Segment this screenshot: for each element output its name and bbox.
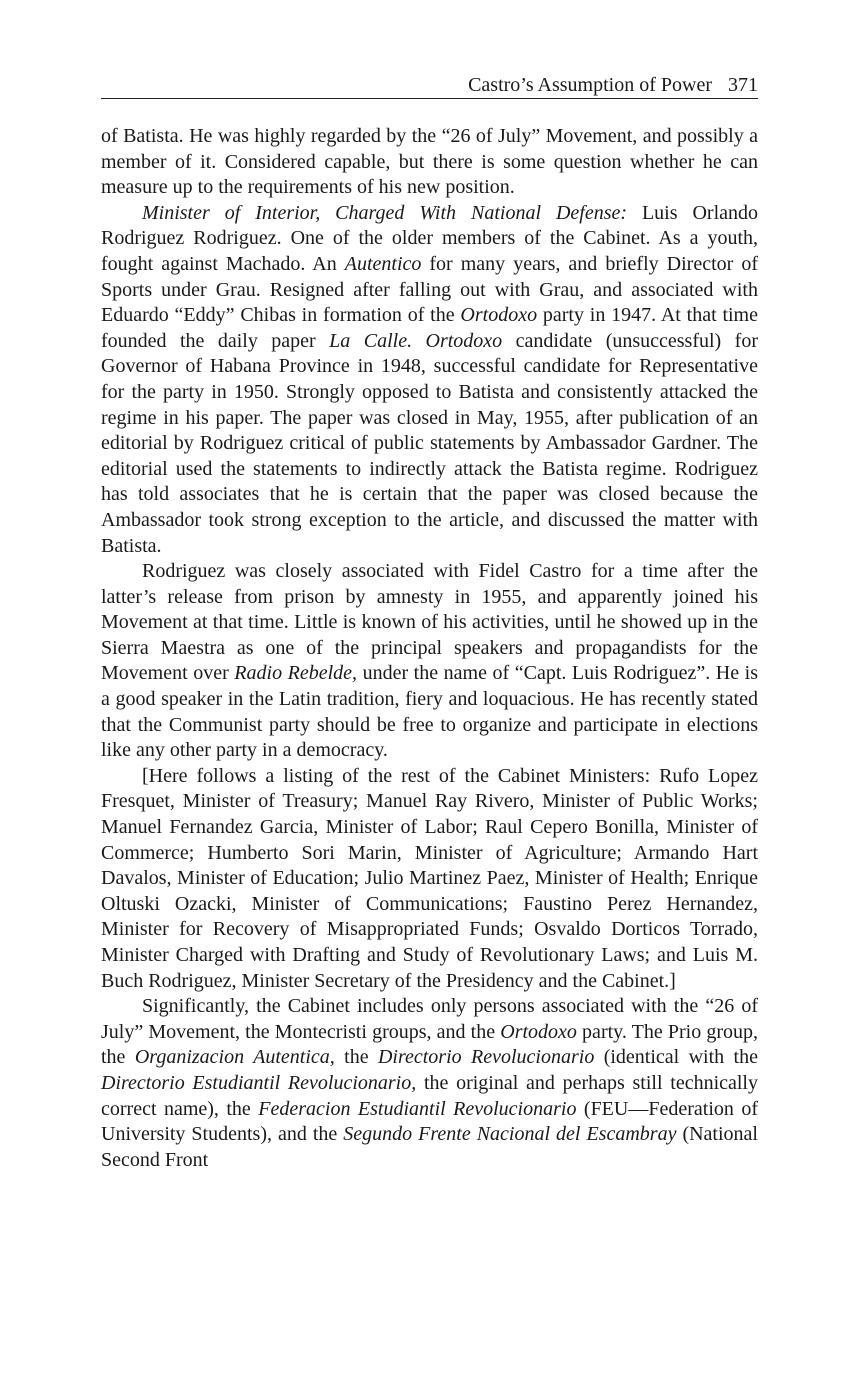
paragraph-text: for many years, and briefly Director of Sports under Grau. Resigned after falling out with Grau, and associated with Eduardo “Eddy” Chibas in formation of the <box>101 252 758 327</box>
paragraph-text: (National Second Front <box>101 1123 758 1171</box>
paragraph-text: party in 1947. At that time founded the daily paper <box>101 304 758 352</box>
italic-term: Directorio Estudiantil Revolucionario, <box>101 1071 417 1094</box>
paragraph-text: Luis Orlando Rodriguez Rodriguez. One of the older members of the Cabinet. As a youth, fought against Machado. An <box>101 201 758 275</box>
italic-term: Ortodoxo <box>500 1020 577 1043</box>
body-text <box>101 124 758 1173</box>
italic-term: Segundo Frente Nacional del Escambray <box>343 1123 677 1146</box>
paragraph-text: (FEU—Federation of University Students), and the <box>101 1097 758 1146</box>
paragraph-2 <box>101 201 758 559</box>
paragraph-text: the original and perhaps still technically correct name), the <box>101 1071 758 1120</box>
paragraph-text: Significantly, the Cabinet includes only persons associated with the “26 of July” Movement, the Montecristi groups, and the <box>101 995 758 1043</box>
page-number: 371 <box>728 74 758 96</box>
paragraph-3 <box>101 559 758 764</box>
running-title: Castro’s Assumption of Power <box>468 74 712 96</box>
italic-term: Autentico <box>344 252 422 275</box>
italic-term: La Calle. Ortodoxo <box>329 329 503 352</box>
italic-term: Federacion Estudiantil Revolucionario <box>258 1097 577 1120</box>
italic-term: Ortodoxo <box>460 304 538 327</box>
paragraph-1 <box>101 124 758 201</box>
paragraph-text: party. The Prio group, the <box>101 1020 759 1069</box>
paragraph-text: candidate (unsuccessful) for Governor of Habana Province in 1948, successful candidate for Representative for the party in 1950. Strongly opposed to Batista and consistently attacked the regime in his paper. The paper was closed in May, 1955, after publication of an editorial by Rodriguez critical of public statements by Ambassador Gardner. The editorial used the statements to indirectly attack the Batista regime. Rodriguez has told associates that he is certain that the paper was closed because the Ambassador took strong exception to the article, and discussed the matter with Batista. <box>101 329 758 557</box>
running-header <box>101 72 758 99</box>
italic-term: Directorio Revolucionario <box>377 1046 595 1069</box>
italic-term: Radio Rebelde, <box>234 662 358 685</box>
paragraph-text: of Batista. He was highly regarded by the “26 of July” Movement, and possibly a member of it. Considered capable, but there is some question whether he can measure up to the requirements of his new position. <box>101 125 758 199</box>
italic-term: Organizacion Autentica, <box>134 1046 335 1069</box>
paragraph-text: (identical with the <box>594 1046 758 1069</box>
paragraph-text: Rodriguez was closely associated with Fidel Castro for a time after the latter’s release from prison by amnesty in 1955, and apparently joined his Movement at that time. Little is known of his activities, until he showed up in the Sierra Maestra as one of the principal speakers and propagandists for the Movement over <box>101 560 758 685</box>
paragraph-5 <box>101 994 758 1173</box>
paragraph-text: the <box>334 1046 378 1069</box>
paragraph-4 <box>101 764 758 994</box>
italic-lead: Minister of Interior, Charged With National Defense: <box>142 201 628 224</box>
paragraph-text: [Here follows a listing of the rest of the Cabinet Ministers: Rufo Lopez Fresquet, Minister of Treasury; Manuel Ray Rivero, Minister of Public Works; Manuel Fernandez Garcia, Minister of Labor; Raul Cepero Bonilla, Minister of Commerce; Humberto Sori Marin, Minister of Agriculture; Armando Hart Davalos, Minister of Education; Julio Martinez Paez, Minister of Health; Enrique Oltuski Ozacki, Minister of Communications; Faustino Perez Hernandez, Minister for Recovery of Misappropriated Funds; Osvaldo Dorticos Torrado, Minister Charged with Drafting and Study of Revolutionary Laws; and Luis M. Buch Rodriguez, Minister Secretary of the Presidency and the Cabinet.] <box>101 764 758 992</box>
paragraph-text: under the name of “Capt. Luis Rodriguez”. He is a good speaker in the Latin tradition, fiery and loquacious. He has recently stated that the Communist party should be free to organize and participate in elections like any other party in a democracy. <box>101 662 758 762</box>
